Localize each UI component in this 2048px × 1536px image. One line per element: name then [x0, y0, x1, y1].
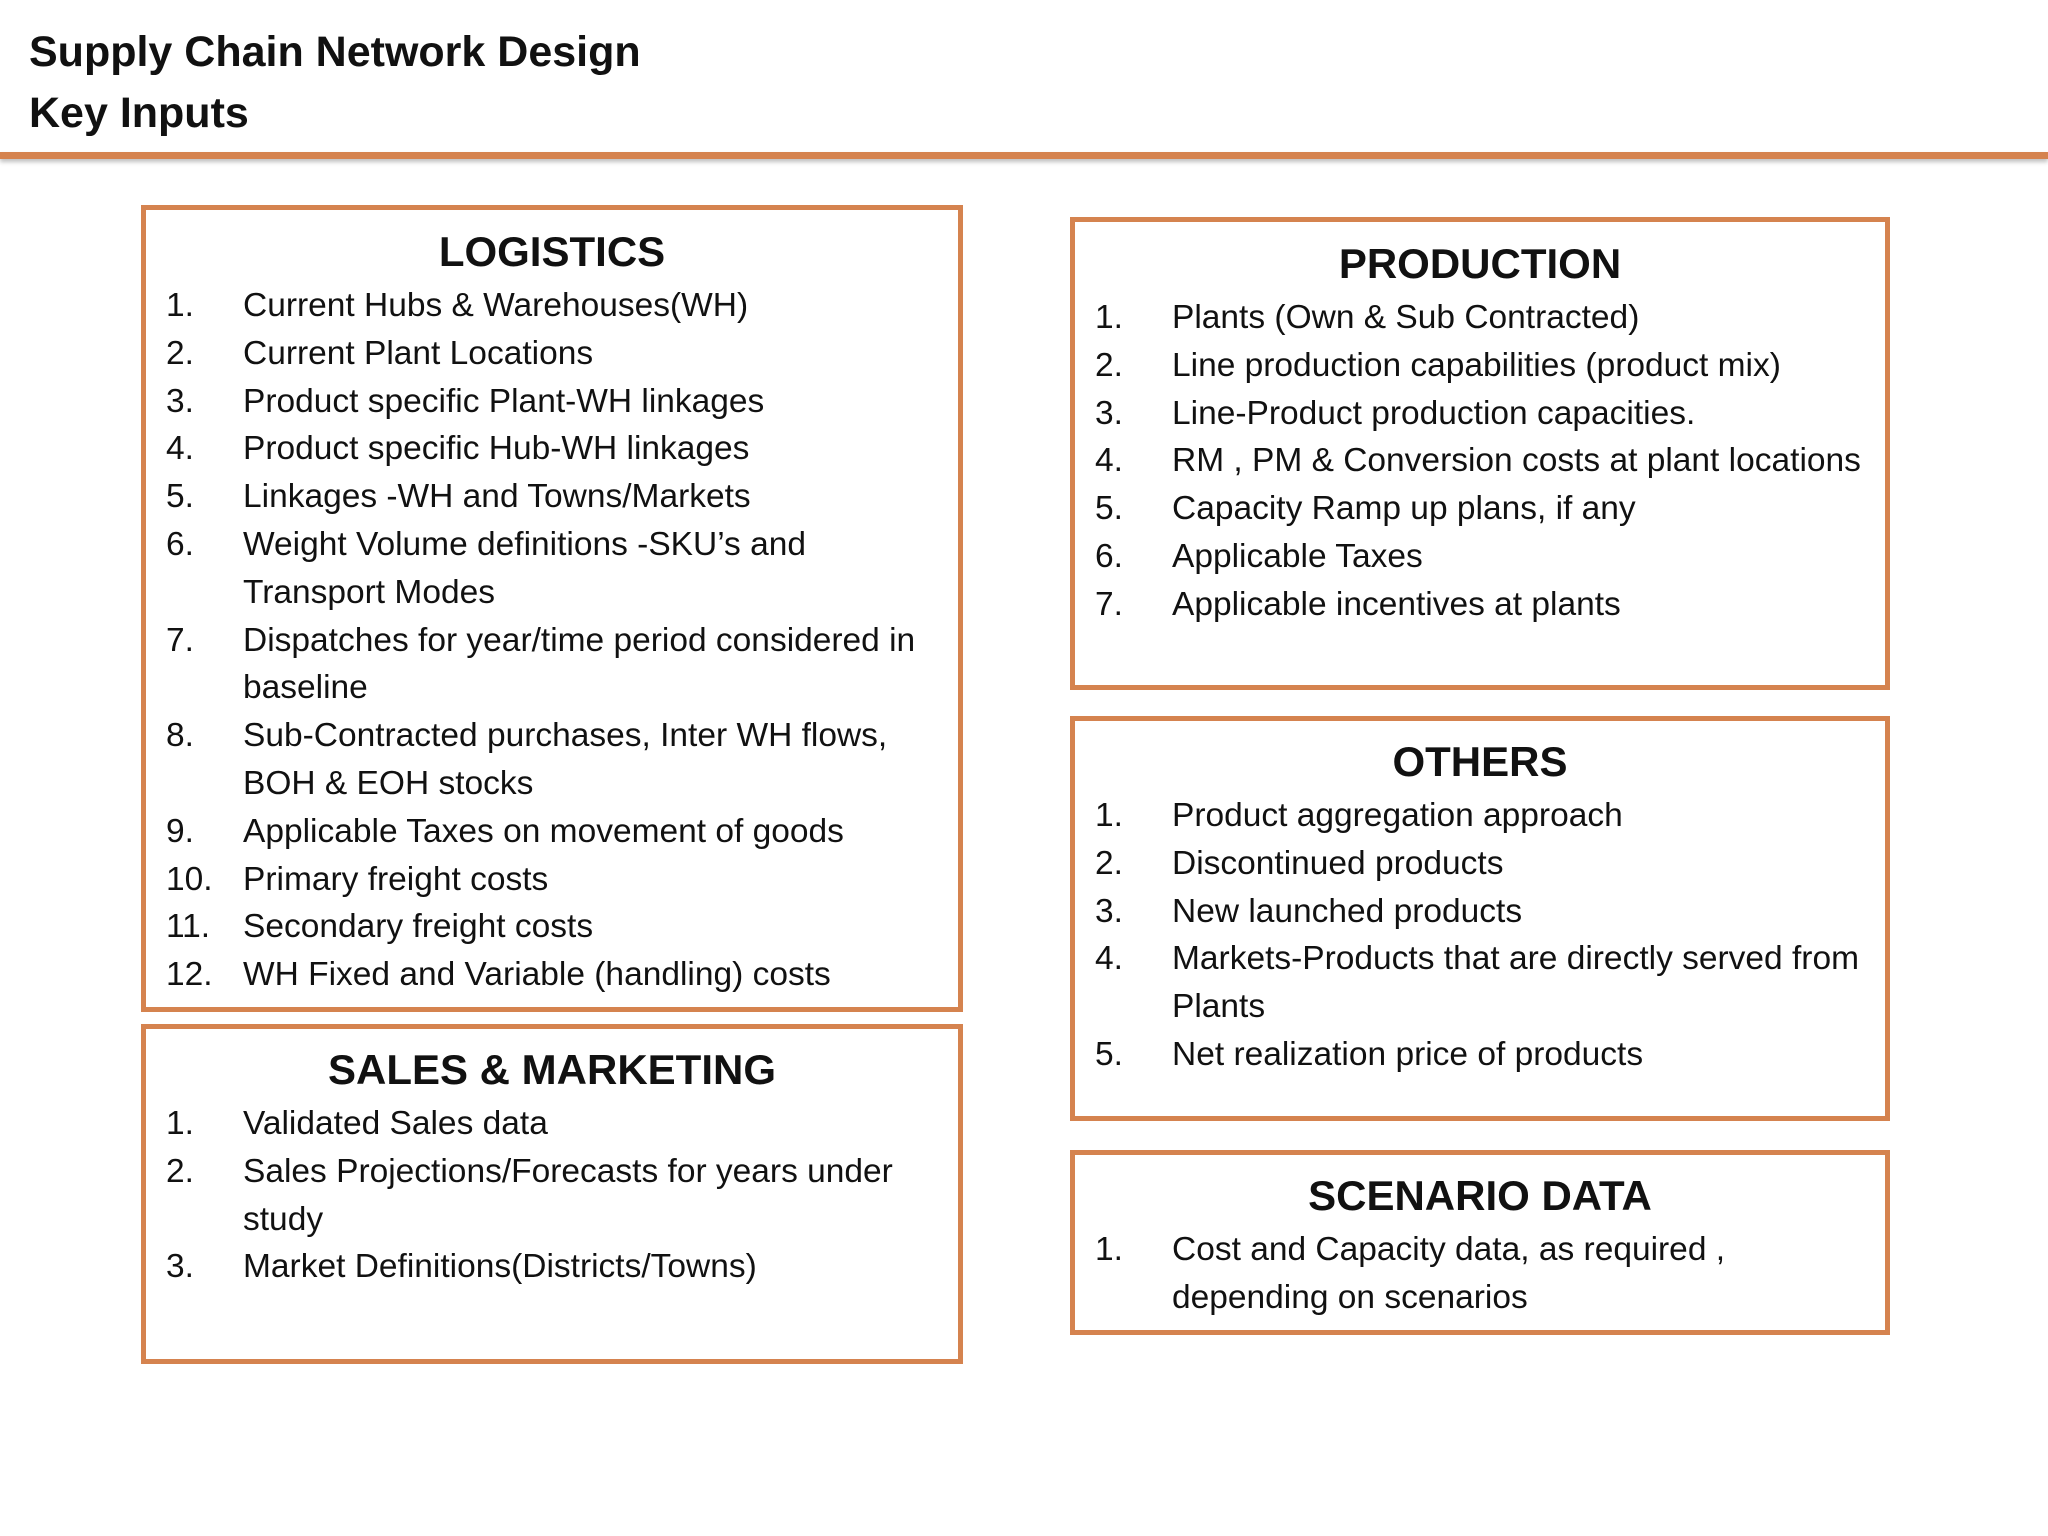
item-text: Market Definitions(Districts/Towns) — [243, 1248, 757, 1286]
item-text: Applicable incentives at plants — [1172, 585, 1621, 623]
production-item — [1095, 437, 1865, 485]
logistics-item — [166, 473, 938, 521]
sales-marketing-panel — [141, 1024, 963, 1364]
item-text: Weight Volume definitions -SKU’s and Transport Modes — [243, 525, 806, 611]
item-number: 6. — [1095, 537, 1123, 575]
others-item — [1095, 840, 1865, 888]
item-text: Applicable Taxes on movement of goods — [243, 812, 844, 850]
item-text: Applicable Taxes — [1172, 537, 1423, 575]
logistics-item — [166, 951, 938, 999]
item-text: Current Hubs & Warehouses(WH) — [243, 287, 749, 324]
item-text: Discontinued products — [1172, 844, 1504, 882]
scenario-data-panel — [1070, 1150, 1890, 1335]
scenario-item — [1095, 1226, 1865, 1322]
item-text: Validated Sales data — [243, 1105, 548, 1142]
logistics-item — [166, 856, 938, 904]
item-text: RM , PM & Conversion costs at plant locations — [1172, 442, 1861, 480]
sales-item — [166, 1100, 938, 1148]
logistics-item — [166, 808, 938, 856]
production-item — [1095, 533, 1865, 581]
sales-item — [166, 1148, 938, 1244]
logistics-item — [166, 378, 938, 426]
sales-marketing-heading: SALES & MARKETING — [327, 1046, 776, 1093]
title-divider — [0, 152, 2048, 159]
slide-title-line-2: Key Inputs — [29, 89, 249, 137]
production-panel — [1070, 217, 1890, 690]
logistics-item — [166, 330, 938, 378]
item-number: 2. — [1095, 346, 1123, 384]
item-number: 2. — [1095, 844, 1123, 882]
production-item — [1095, 342, 1865, 390]
logistics-item — [166, 903, 938, 951]
item-number: 3. — [166, 382, 194, 420]
item-number: 4. — [1095, 940, 1123, 978]
item-number: 7. — [1095, 585, 1123, 623]
production-item — [1095, 294, 1865, 342]
item-text: New launched products — [1172, 892, 1523, 930]
item-number: 5. — [1095, 1035, 1123, 1073]
item-text: Product specific Hub-WH linkages — [243, 430, 750, 468]
sales-item — [166, 1243, 938, 1291]
item-text: Current Plant Locations — [243, 334, 594, 372]
item-number: 10. — [166, 860, 213, 898]
item-text: Product specific Plant-WH linkages — [243, 382, 765, 420]
item-number: 1. — [1095, 1231, 1123, 1268]
production-item — [1095, 390, 1865, 438]
item-number: 5. — [1095, 490, 1123, 528]
item-number: 3. — [1095, 892, 1123, 930]
item-number: 1. — [166, 1105, 194, 1142]
logistics-list — [166, 282, 938, 999]
logistics-item — [166, 712, 938, 808]
item-number: 3. — [166, 1248, 194, 1286]
others-panel — [1070, 716, 1890, 1121]
item-number: 11. — [166, 908, 211, 946]
logistics-item — [166, 521, 938, 617]
others-heading: OTHERS — [1392, 738, 1568, 785]
item-text: Cost and Capacity data, as required , depending on scenarios — [1172, 1231, 1726, 1316]
item-number: 8. — [166, 717, 194, 755]
item-text: Dispatches for year/time period considered in baseline — [243, 621, 916, 707]
item-text: Primary freight costs — [243, 860, 549, 898]
others-item — [1095, 792, 1865, 840]
item-number: 2. — [166, 334, 194, 372]
item-text: Linkages -WH and Towns/Markets — [243, 478, 751, 516]
others-item — [1095, 888, 1865, 936]
logistics-heading: LOGISTICS — [438, 228, 666, 275]
others-list — [1095, 792, 1865, 1079]
slide-title — [29, 22, 641, 144]
item-number: 1. — [166, 287, 194, 324]
item-number: 2. — [166, 1152, 194, 1190]
item-text: Markets-Products that are directly served from Plants — [1172, 940, 1859, 1026]
scenario-data-heading: SCENARIO DATA — [1308, 1172, 1652, 1219]
logistics-item — [166, 617, 938, 713]
production-item — [1095, 485, 1865, 533]
item-text: WH Fixed and Variable (handling) costs — [243, 956, 831, 994]
production-list — [1095, 294, 1865, 629]
item-text: Secondary freight costs — [243, 908, 594, 946]
item-number: 5. — [166, 478, 194, 516]
others-item — [1095, 1031, 1865, 1079]
scenario-data-list — [1095, 1226, 1865, 1322]
item-text: Line-Product production capacities. — [1172, 394, 1696, 432]
item-number: 7. — [166, 621, 194, 659]
item-number: 1. — [1095, 299, 1123, 336]
logistics-item — [166, 282, 938, 330]
item-text: Line production capabilities (product mix) — [1172, 346, 1781, 384]
item-text: Product aggregation approach — [1172, 797, 1623, 834]
item-number: 6. — [166, 525, 194, 563]
item-number: 12. — [166, 956, 213, 994]
item-text: Sub-Contracted purchases, Inter WH flows, BOH & EOH stocks — [243, 717, 888, 802]
logistics-item — [166, 425, 938, 473]
sales-marketing-list — [166, 1100, 938, 1291]
production-heading: PRODUCTION — [1338, 240, 1622, 287]
item-text: Plants (Own & Sub Contracted) — [1172, 299, 1640, 336]
logistics-panel — [141, 205, 963, 1012]
production-item — [1095, 581, 1865, 629]
item-text: Capacity Ramp up plans, if any — [1172, 490, 1636, 528]
item-number: 1. — [1095, 797, 1123, 834]
item-text: Sales Projections/Forecasts for years under study — [243, 1152, 893, 1238]
item-text: Net realization price of products — [1172, 1035, 1644, 1073]
item-number: 9. — [166, 812, 194, 850]
others-item — [1095, 935, 1865, 1031]
slide-title-line-1: Supply Chain Network Design — [29, 28, 641, 76]
item-number: 4. — [1095, 442, 1123, 480]
item-number: 3. — [1095, 394, 1123, 432]
item-number: 4. — [166, 430, 194, 468]
